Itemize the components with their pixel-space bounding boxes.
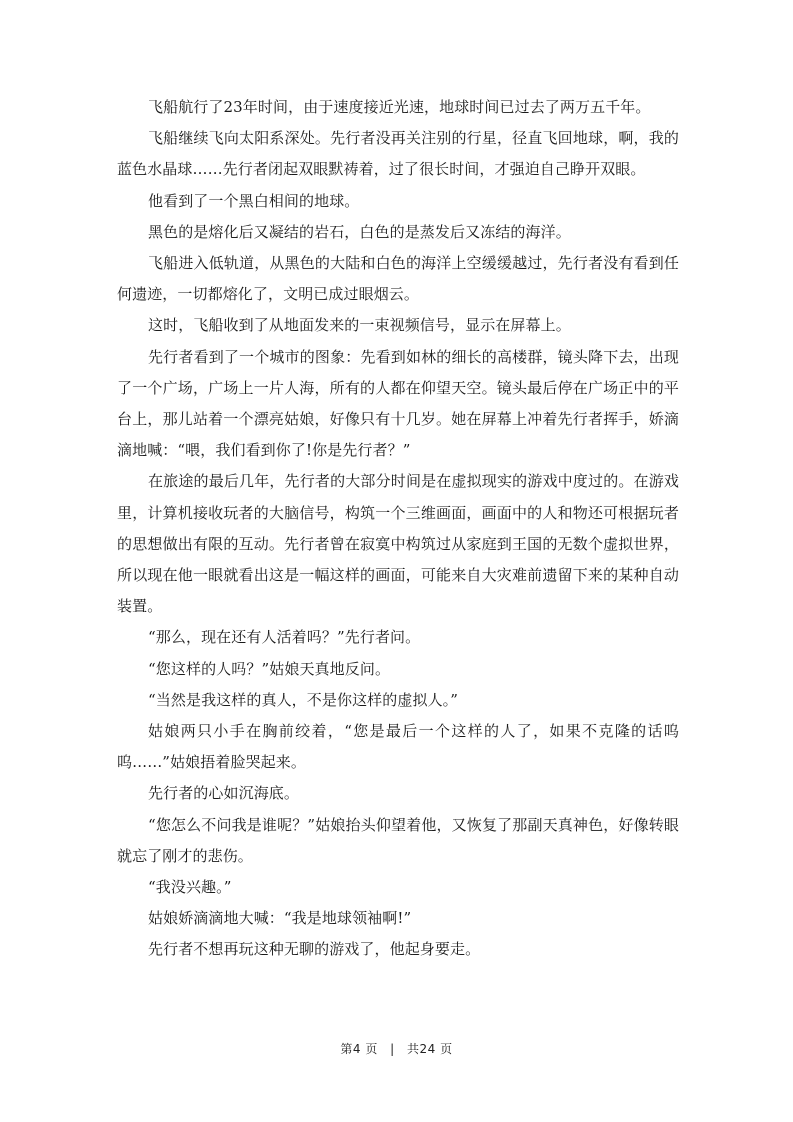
paragraph-17: 先行者不想再玩这种无聊的游戏了，他起身要走。: [148, 940, 481, 959]
page-number-separator: |: [390, 1042, 395, 1056]
paragraph-10: “您这样的人吗？”姑娘天真地反问。: [148, 659, 391, 678]
page-footer: [0, 1040, 793, 1057]
paragraph-7: 先行者看到了一个城市的图象：先看到如林的细长的高楼群，镜头降下去，出现了一个广场，广场上一片人海，所有的人都在仰望天空。镜头最后停在广场正中的平台上，那儿站着一个漂亮姑娘，好像只有十几岁。她在屏幕上冲着先行者挥手，娇滴滴地喊：“喂，我们看到你了!你是先行者？”: [117, 347, 679, 460]
paragraph-3: 他看到了一个黑白相间的地球。: [148, 191, 360, 210]
paragraph-2: 飞船继续飞向太阳系深处。先行者没再关注别的行星，径直飞回地球，啊，我的蓝色水晶球……先行者闭起双眼默祷着，过了很长时间，才强迫自己睁开双眼。: [117, 129, 679, 179]
paragraph-12: 姑娘两只小手在胸前绞着，“您是最后一个这样的人了，如果不克隆的话呜呜……”姑娘捂着脸哭起来。: [117, 722, 679, 772]
paragraph-15: “我没兴趣。”: [148, 878, 232, 897]
page-number-total: 共24 页: [407, 1042, 453, 1056]
page-number-current: 第4 页: [340, 1042, 378, 1056]
paragraph-4: 黑色的是熔化后又凝结的岩石，白色的是蒸发后又冻结的海洋。: [148, 222, 571, 241]
paragraph-16: 姑娘娇滴滴地大喊：“我是地球领袖啊!”: [148, 909, 412, 928]
paragraph-8: 在旅途的最后几年，先行者的大部分时间是在虚拟现实的游戏中度过的。在游戏里，计算机接收玩者的大脑信号，构筑一个三维画面，画面中的人和物还可根据玩者的思想做出有限的互动。先行者曾在寂寞中构筑过从家庭到王国的无数个虚拟世界，所以现在他一眼就看出这是一幅这样的画面，可能来自大灾难前遗留下来的某种自动装置。: [117, 472, 679, 616]
paragraph-14: “您怎么不问我是谁呢？”姑娘抬头仰望着他，又恢复了那副天真神色，好像转眼就忘了刚才的悲伤。: [117, 815, 679, 865]
paragraph-5: 飞船进入低轨道，从黑色的大陆和白色的海洋上空缓缓越过，先行者没有看到任何遗迹，一切都熔化了，文明已成过眼烟云。: [117, 254, 679, 304]
paragraph-1: 飞船航行了23年时间，由于速度接近光速，地球时间已过去了两万五千年。: [148, 98, 651, 116]
document-body: [117, 92, 679, 966]
paragraph-11: “当然是我这样的真人，不是你这样的虚拟人。”: [148, 690, 459, 709]
paragraph-13: 先行者的心如沉海底。: [148, 784, 300, 803]
paragraph-6: 这时，飞船收到了从地面发来的一束视频信号，显示在屏幕上。: [148, 316, 571, 335]
paragraph-9: “那么，现在还有人活着吗？”先行者问。: [148, 628, 421, 647]
